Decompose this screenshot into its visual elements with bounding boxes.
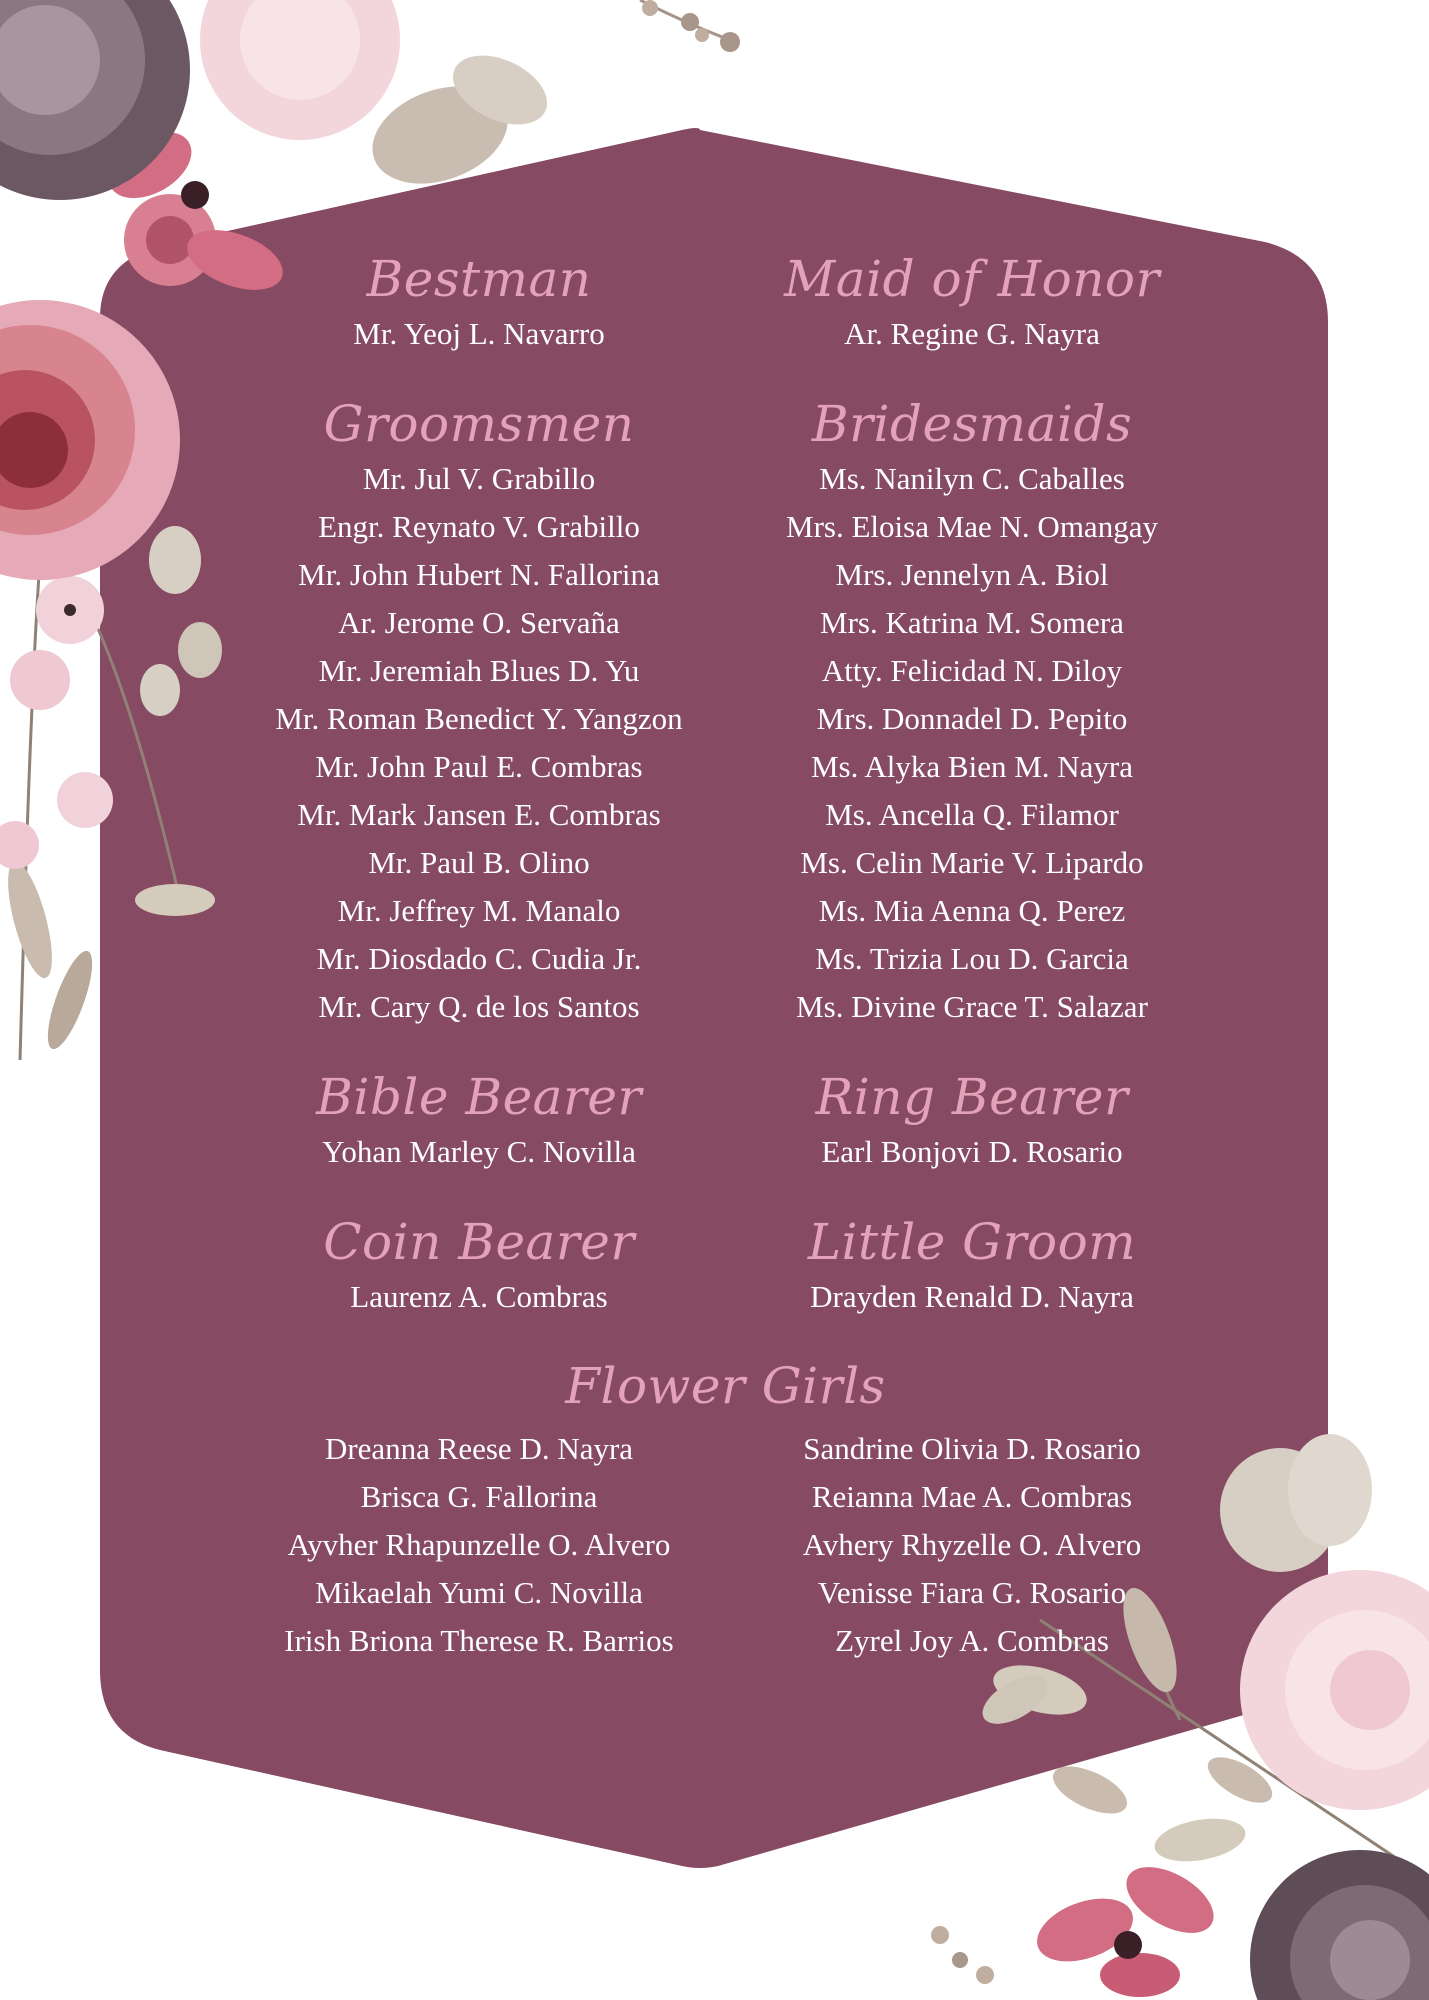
- bestman-section: [229, 248, 729, 358]
- bridesmaid-name: Ms. Nanilyn C. Caballes: [819, 461, 1125, 496]
- flower-girl-name: Mikaelah Yumi C. Novilla: [315, 1575, 643, 1610]
- groomsman-name: Mr. Roman Benedict Y. Yangzon: [275, 701, 683, 736]
- maid-of-honor-name: Ar. Regine G. Nayra: [844, 316, 1100, 351]
- flower-girl-name: Avhery Rhyzelle O. Alvero: [802, 1527, 1142, 1562]
- flower-girls-section: [229, 1355, 1222, 1417]
- maid-of-honor-section: [722, 248, 1222, 358]
- groomsman-name: Mr. Mark Jansen E. Combras: [297, 797, 661, 832]
- maid-of-honor-heading: Maid of Honor: [784, 250, 1160, 308]
- bible-bearer-heading: Bible Bearer: [316, 1068, 642, 1126]
- bridesmaid-name: Ms. Mia Aenna Q. Perez: [818, 893, 1126, 928]
- bible-bearer-section: [229, 1066, 729, 1176]
- flower-girl-name: Sandrine Olivia D. Rosario: [803, 1431, 1141, 1466]
- bestman-heading: Bestman: [366, 250, 592, 308]
- flower-girls-right-list: [722, 1425, 1222, 1665]
- flower-girl-name: Dreanna Reese D. Nayra: [324, 1431, 634, 1466]
- groomsmen-heading: Groomsmen: [323, 395, 635, 453]
- coin-bearer-name: Laurenz A. Combras: [350, 1279, 608, 1314]
- bridesmaid-name: Mrs. Katrina M. Somera: [820, 605, 1124, 640]
- groomsman-name: Mr. Jeremiah Blues D. Yu: [318, 653, 640, 688]
- bestman-name: Mr. Yeoj L. Navarro: [353, 316, 605, 351]
- flower-girl-name: Irish Briona Therese R. Barrios: [284, 1623, 674, 1658]
- groomsman-name: Mr. Diosdado C. Cudia Jr.: [316, 941, 642, 976]
- flower-girl-name: Zyrel Joy A. Combras: [835, 1623, 1109, 1658]
- little-groom-name: Drayden Renald D. Nayra: [810, 1279, 1134, 1314]
- ring-bearer-heading: Ring Bearer: [815, 1068, 1129, 1126]
- bridesmaids-section: [722, 393, 1222, 1031]
- groomsman-name: Mr. Jul V. Grabillo: [362, 461, 596, 496]
- groomsman-name: Engr. Reynato V. Grabillo: [318, 509, 640, 544]
- coin-bearer-section: [229, 1211, 729, 1321]
- bridesmaid-name: Mrs. Jennelyn A. Biol: [835, 557, 1109, 592]
- flower-girl-name: Reianna Mae A. Combras: [811, 1479, 1133, 1514]
- flower-girl-name: Brisca G. Fallorina: [360, 1479, 598, 1514]
- bridesmaids-heading: Bridesmaids: [811, 395, 1133, 453]
- groomsman-name: Mr. John Hubert N. Fallorina: [298, 557, 660, 592]
- bridesmaid-name: Ms. Alyka Bien M. Nayra: [810, 749, 1134, 784]
- bridesmaid-name: Ms. Divine Grace T. Salazar: [796, 989, 1148, 1024]
- groomsman-name: Mr. Paul B. Olino: [368, 845, 590, 880]
- flower-girl-name: Ayvher Rhapunzelle O. Alvero: [287, 1527, 671, 1562]
- coin-bearer-heading: Coin Bearer: [323, 1213, 635, 1271]
- groomsmen-section: [229, 393, 729, 1031]
- ring-bearer-section: [722, 1066, 1222, 1176]
- bridesmaid-name: Atty. Felicidad N. Diloy: [821, 653, 1123, 688]
- little-groom-section: [722, 1211, 1222, 1321]
- groomsman-name: Ar. Jerome O. Servaña: [338, 605, 620, 640]
- flower-girls-heading: Flower Girls: [565, 1357, 886, 1415]
- ring-bearer-name: Earl Bonjovi D. Rosario: [821, 1134, 1123, 1169]
- bridesmaid-name: Mrs. Eloisa Mae N. Omangay: [786, 509, 1158, 544]
- bridesmaid-name: Ms. Ancella Q. Filamor: [825, 797, 1119, 832]
- flower-girls-left-list: [229, 1425, 729, 1665]
- bridesmaid-name: Ms. Trizia Lou D. Garcia: [815, 941, 1129, 976]
- groomsman-name: Mr. Jeffrey M. Manalo: [337, 893, 621, 928]
- little-groom-heading: Little Groom: [807, 1213, 1137, 1271]
- berry-sprig: [640, 0, 740, 52]
- bridesmaid-name: Mrs. Donnadel D. Pepito: [816, 701, 1128, 736]
- groomsman-name: Mr. John Paul E. Combras: [315, 749, 643, 784]
- bridesmaid-name: Ms. Celin Marie V. Lipardo: [800, 845, 1144, 880]
- bible-bearer-name: Yohan Marley C. Novilla: [322, 1134, 636, 1169]
- groomsman-name: Mr. Cary Q. de los Santos: [318, 989, 640, 1024]
- flower-girl-name: Venisse Fiara G. Rosario: [817, 1575, 1127, 1610]
